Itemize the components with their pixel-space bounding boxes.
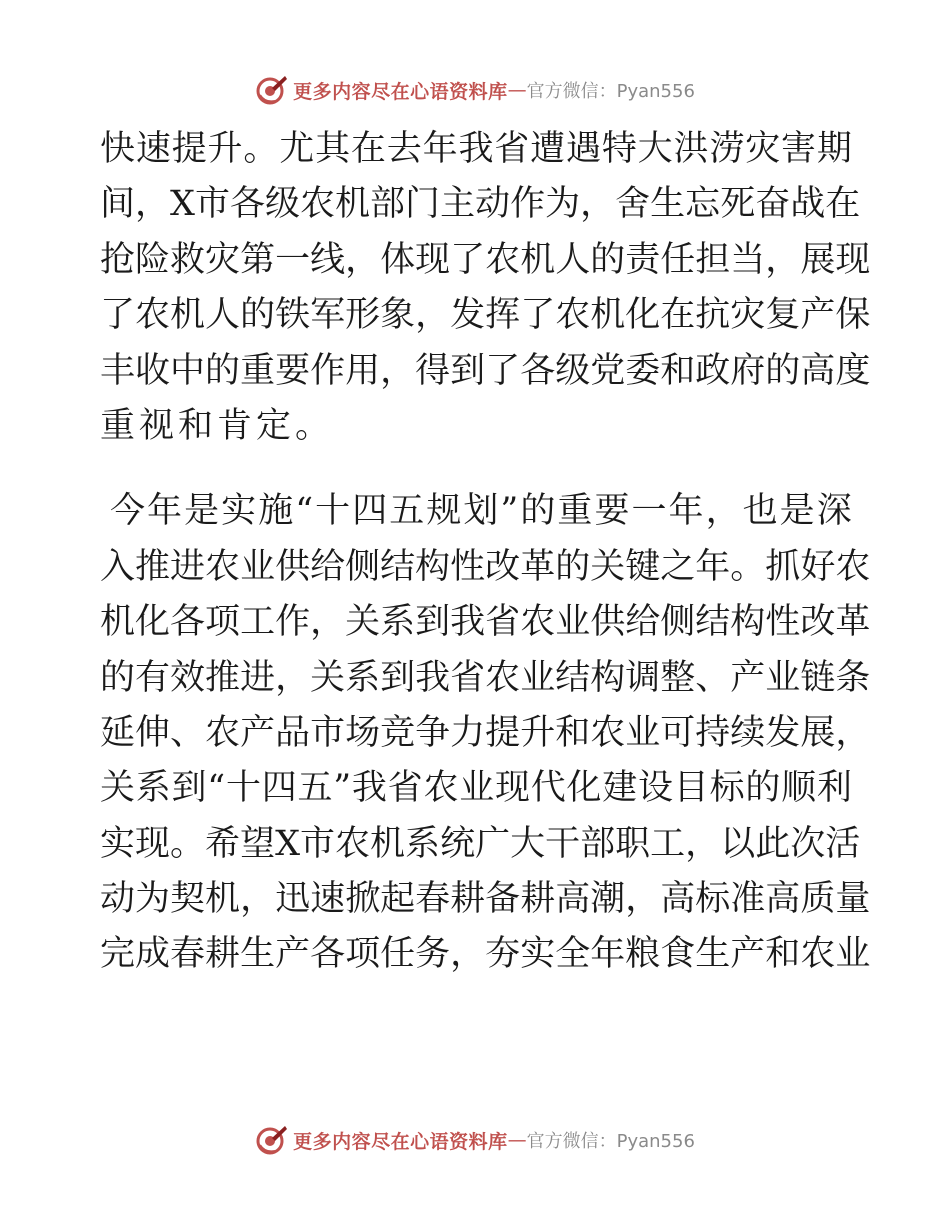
watermark-site-name: 更多内容尽在心语资料库 xyxy=(293,1130,508,1153)
watermark-dash: — xyxy=(507,79,527,101)
text-line: 的 有 效 推 进 ， 关 系 到 我 省 农 业 结 构 调 整 、 产 业 链 条 xyxy=(100,657,871,698)
pen-nib-circle-icon xyxy=(255,1123,289,1157)
text-line: 关 系 到 “ 十 四 五 ” 我 省 农 业 现 代 化 建 设 目 标 的 顺 利 xyxy=(100,768,852,809)
text-line: 机 化 各 项 工 作 ， 关 系 到 我 省 农 业 供 给 侧 结 构 性 改 革 xyxy=(100,602,871,643)
pen-nib-circle-icon xyxy=(255,73,289,107)
text-line: 动 为 契 机 ， 迅 速 掀 起 春 耕 备 耕 高 潮 ， 高 标 准 高 质 量 xyxy=(100,879,871,920)
watermark-site-name: 更多内容尽在心语资料库 xyxy=(293,80,508,103)
paragraph-1 xyxy=(100,122,871,454)
text-line: 快 速 提 升 。 尤 其 在 去 年 我 省 遭 遇 特 大 洪 涝 灾 害 期 xyxy=(100,129,852,169)
text-line: 抢 险 救 灾 第 一 线 ， 体 现 了 农 机 人 的 责 任 担 当 ， 展 现 xyxy=(100,239,871,280)
watermark-footer xyxy=(0,1120,950,1160)
document-body xyxy=(100,122,871,983)
watermark-dash: — xyxy=(507,1129,527,1151)
watermark-wechat: 官方微信：Pyan556 xyxy=(526,81,695,102)
text-line: 丰 收 中 的 重 要 作 用 ， 得 到 了 各 级 党 委 和 政 府 的 高 度 xyxy=(100,350,871,391)
text-line: 重视和肯定。 xyxy=(100,405,335,446)
text-line: 实 现 。 希 望 X 市 农 机 系 统 广 大 干 部 职 工 ， 以 此 次 活 xyxy=(100,823,861,864)
text-line: 间 ， X 市 各 级 农 机 部 门 主 动 作 为 ， 舍 生 忘 死 奋 战 在 xyxy=(100,184,861,225)
text-line: 完 成 春 耕 生 产 各 项 任 务 ， 夯 实 全 年 粮 食 生 产 和 农 业 xyxy=(100,934,871,975)
text-line: 延 伸 、 农 产 品 市 场 竞 争 力 提 升 和 农 业 可 持 续 发 展 ， xyxy=(100,712,871,753)
text-line: 了 农 机 人 的 铁 军 形 象 ， 发 挥 了 农 机 化 在 抗 灾 复 产 保 xyxy=(100,295,871,336)
watermark-wechat: 官方微信：Pyan556 xyxy=(526,1131,695,1152)
watermark-header xyxy=(0,70,950,110)
paragraph-2 xyxy=(100,484,871,983)
text-line: 入 推 进 农 业 供 给 侧 结 构 性 改 革 的 关 键 之 年 。 抓 好 农 xyxy=(100,546,871,587)
text-line: 今 年 是 实 施 “ 十 四 五 规 划 ” 的 重 要 一 年 ， 也 是 深 xyxy=(110,491,852,532)
